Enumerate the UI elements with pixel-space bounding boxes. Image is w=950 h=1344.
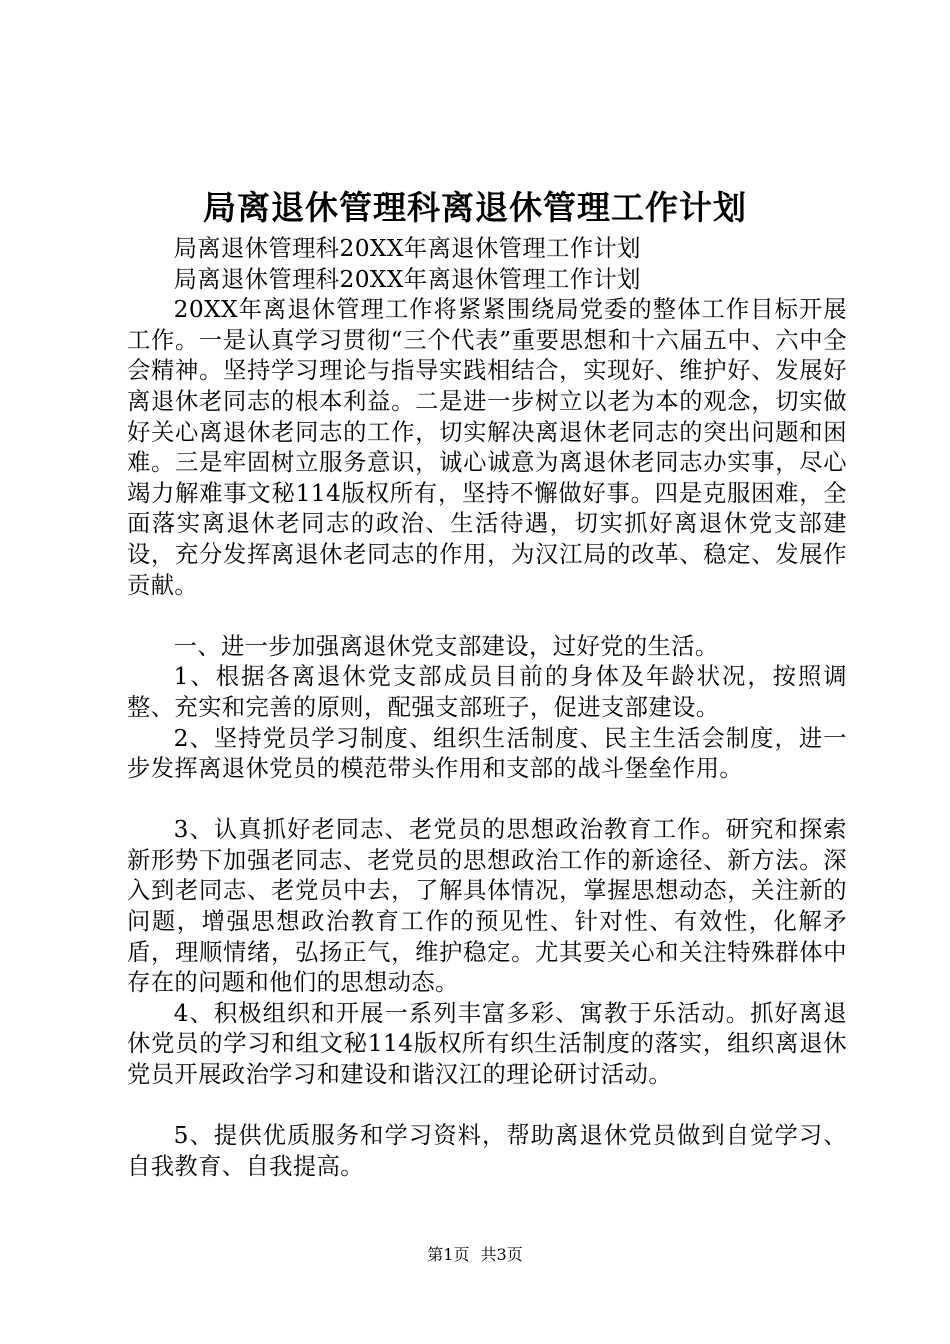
item-1-paragraph: 1、根据各离退休党支部成员目前的身体及年龄状况，按照调整、充实和完善的原则，配强支部班子，促进支部建设。 (127, 663, 847, 721)
item-3-paragraph: 3、认真抓好老同志、老党员的思想政治教育工作。研究和探索新形势下加强老同志、老党员的思想政治工作的新途径、新方法。深入到老同志、老党员中去，了解具体情况，掌握思想动态，关注新的问题，增强思想政治教育工作的预见性、针对性、有效性，化解矛盾，理顺情绪，弘扬正气，维护稳定。尤其要关心和关注特殊群体中存在的问题和他们的思想动态。 (127, 816, 847, 997)
item-2-paragraph: 2、坚持党员学习制度、组织生活制度、民主生活会制度，进一步发挥离退休党员的模范带头作用和支部的战斗堡垒作用。 (127, 724, 847, 783)
subtitle-line-2: 局离退休管理科20XX年离退休管理工作计划 (173, 265, 641, 293)
paragraph-gap (127, 1091, 847, 1122)
subtitle-line-1: 局离退休管理科20XX年离退休管理工作计划 (173, 235, 641, 262)
paragraph-gap (127, 785, 847, 816)
document-title: 局离退休管理科离退休管理工作计划 (203, 188, 747, 227)
section-heading-1: 一、进一步加强离退休党支部建设，过好党的生活。 (173, 632, 719, 660)
intro-paragraph: 20XX年离退休管理工作将紧紧围绕局党委的整体工作目标开展工作。一是认真学习贯彻“三个代表”重要思想和十六届五中、六中全会精神。坚持学习理论与指导实践相结合，实现好、维护好、发展好离退休老同志的根本利益。二是进一步树立以老为本的观念，切实做好关心离退休老同志的工作，切实解决离退休老同志的突出问题和困难。三是牢固树立服务意识，诚心诚意为离退休老同志办实事，尽心竭力解难事文秘114版权所有，坚持不懈做好事。四是克服困难，全面落实离退休老同志的政治、生活待遇，切实抓好离退休党支部建设，充分发挥离退休老同志的作用，为汉江局的改革、稳定、发展作贡献。 (127, 296, 847, 599)
page-footer (0, 1245, 950, 1265)
page-number-total: 共3页 (480, 1245, 523, 1264)
page-number-current: 第1页 (427, 1245, 470, 1264)
item-5-paragraph: 5、提供优质服务和学习资料，帮助离退休党员做到自觉学习、自我教育、自我提高。 (127, 1122, 847, 1180)
item-4-paragraph: 4、积极组织和开展一系列丰富多彩、寓教于乐活动。抓好离退休党员的学习和组文秘114版权所有织生活制度的落实，组织离退休党员开展政治学习和建设和谐汉江的理论研讨活动。 (127, 999, 847, 1089)
paragraph-gap (127, 601, 847, 632)
document-body (127, 234, 847, 1182)
